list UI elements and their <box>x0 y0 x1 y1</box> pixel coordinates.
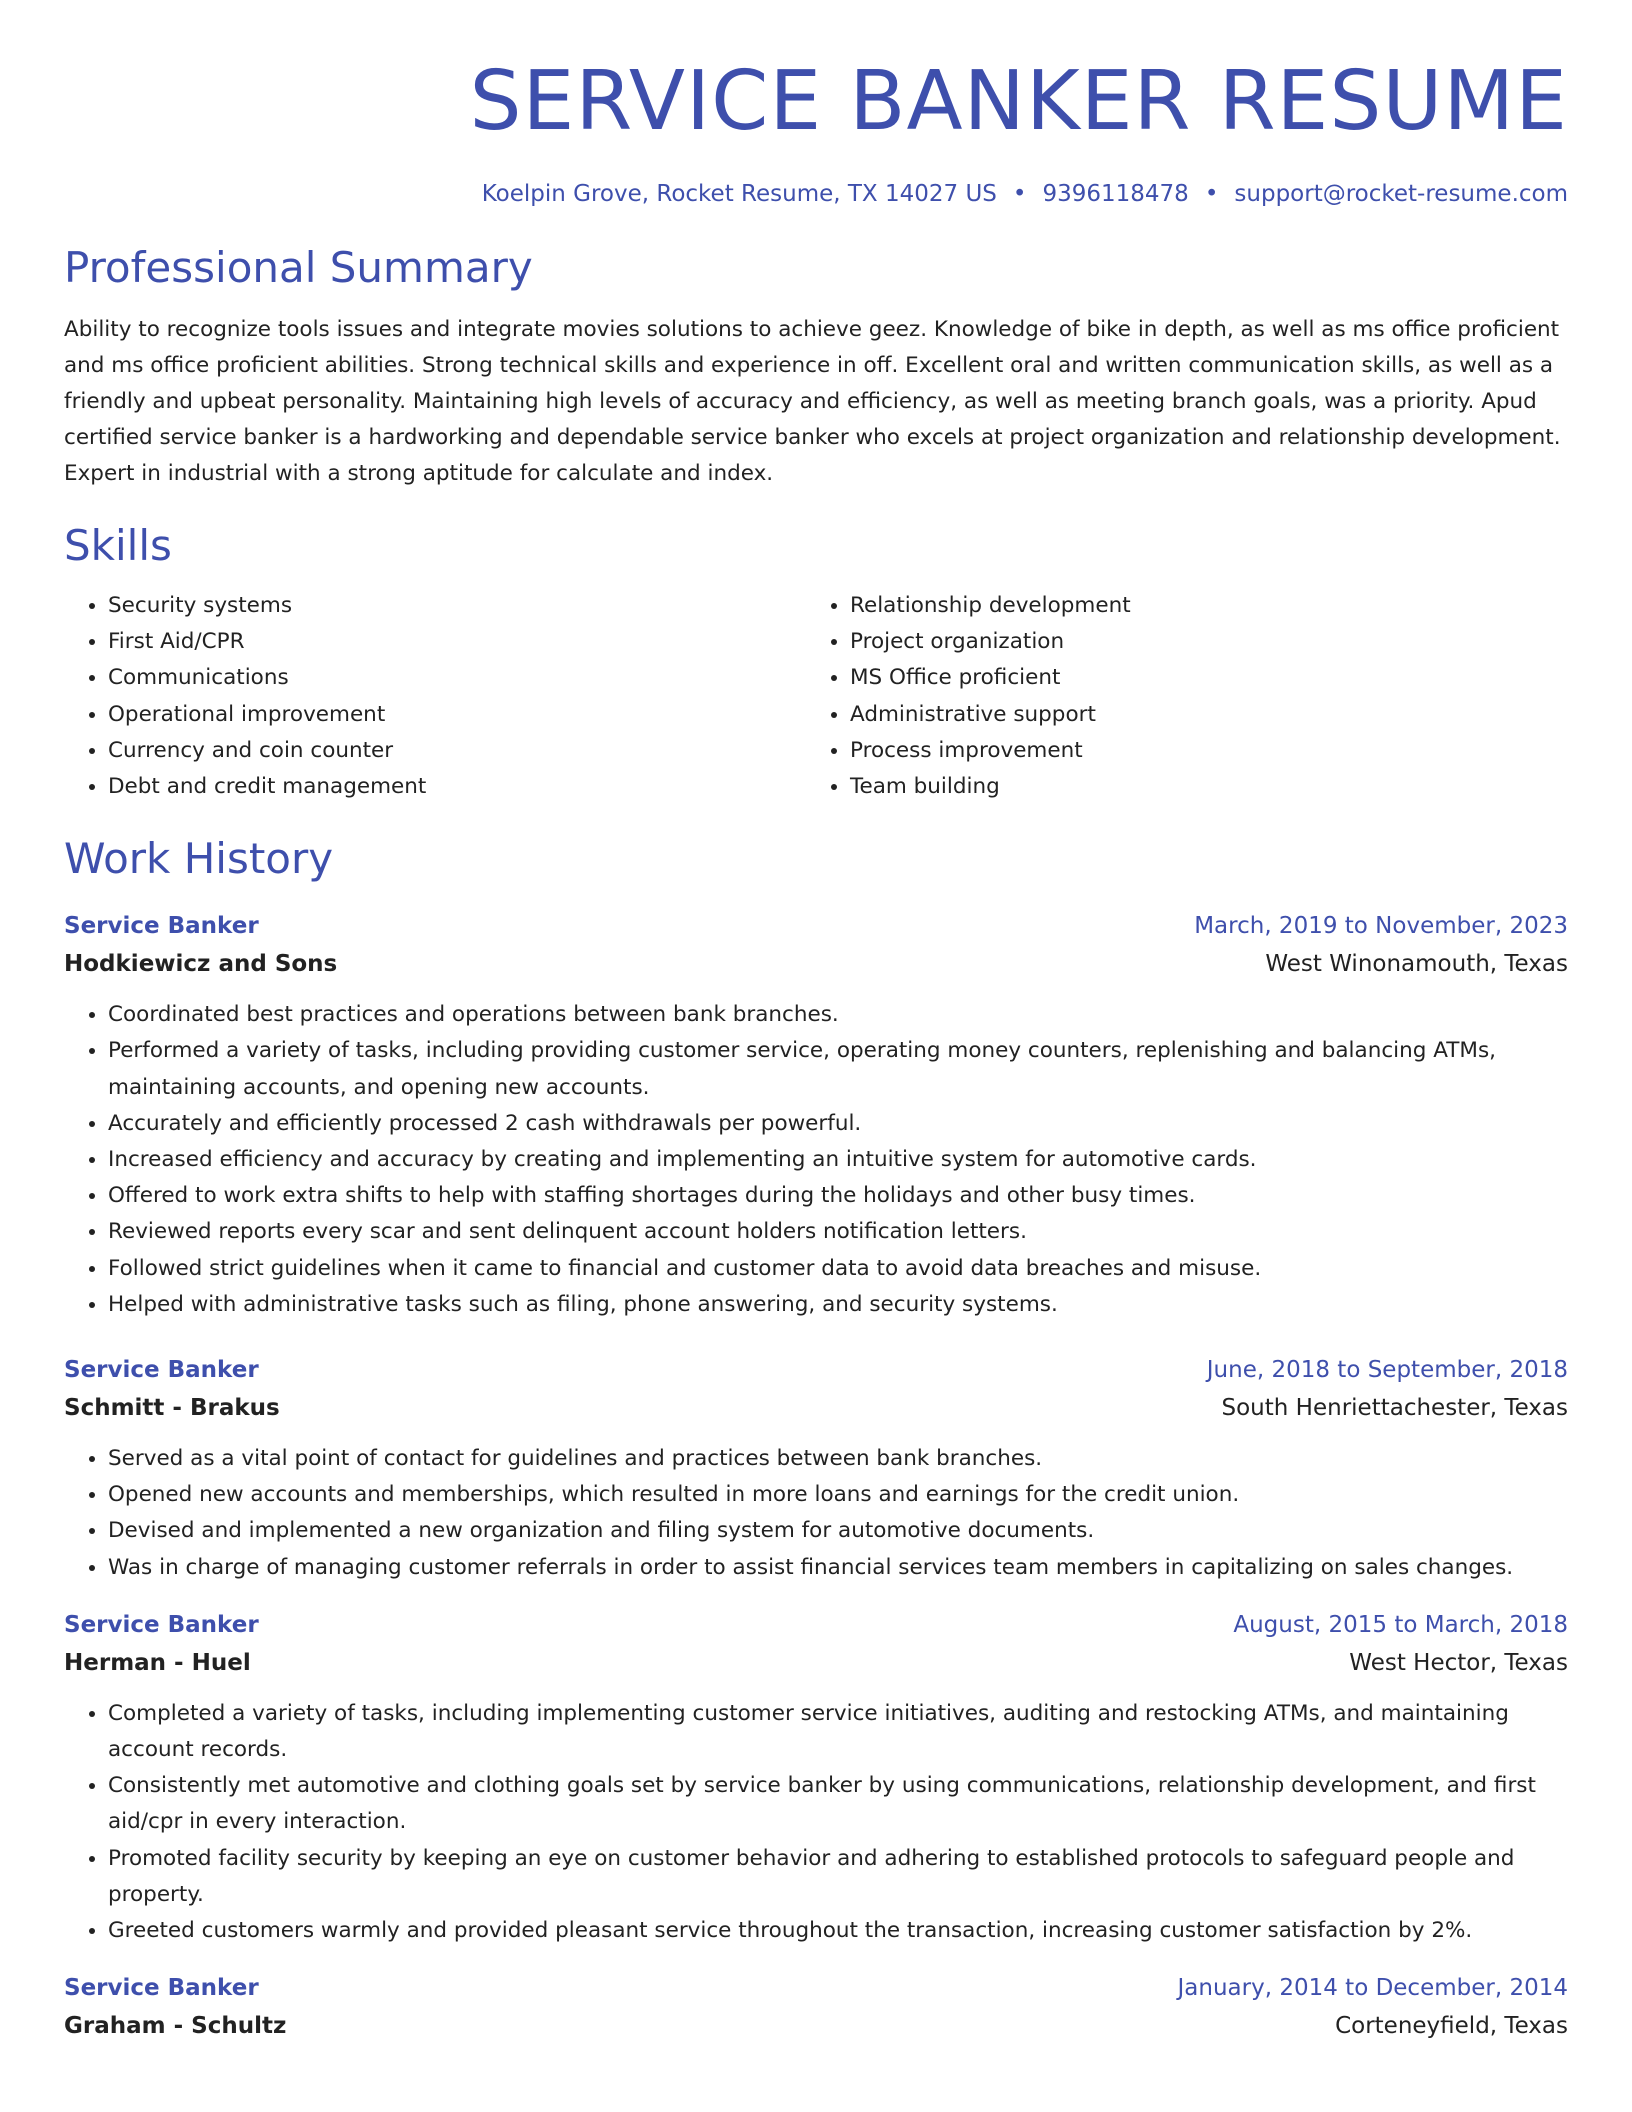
job-company: Schmitt - Brakus <box>64 1395 280 1422</box>
work-history-heading: Work History <box>64 834 334 884</box>
job-duty: • Completed a variety of tasks, including implementing customer service initiatives, auditing and restocking ATMs, and maintaining account records. <box>108 1696 1568 1768</box>
job-duty: • Performed a variety of tasks, including providing customer service, operating money counters, replenishing and balancing ATMs, maintaining accounts, and opening new accounts. <box>108 1033 1568 1105</box>
job-entry <box>64 907 1568 1323</box>
job-location: South Henriettachester, Texas <box>1221 1395 1568 1422</box>
job-duty: • Promoted facility security by keeping an eye on customer behavior and adhering to established protocols to safeguard people and property. <box>108 1841 1568 1913</box>
contact-phone[interactable]: 9396118478 <box>1042 181 1189 207</box>
job-duty: • Helped with administrative tasks such as filing, phone answering, and security systems. <box>108 1287 1568 1323</box>
job-duty: • Greeted customers warmly and provided pleasant service throughout the transaction, increasing customer satisfaction by 2%. <box>108 1913 1568 1949</box>
skill-item: • Security systems <box>108 588 806 624</box>
job-duty: • Increased efficiency and accuracy by creating and implementing an intuitive system for automotive cards. <box>108 1142 1568 1178</box>
job-header-row <box>64 1969 1568 2007</box>
job-dates: January, 2014 to December, 2014 <box>1177 1975 1568 2002</box>
job-title: Service Banker <box>64 913 259 940</box>
job-company-row <box>64 2007 1568 2045</box>
job-company-row <box>64 1644 1568 1682</box>
job-duty: • Consistently met automotive and clothing goals set by service banker by using communications, relationship development, and first aid/cpr in every interaction. <box>108 1768 1568 1840</box>
skill-item: • MS Office proficient <box>850 660 1548 696</box>
job-duties <box>64 1441 1568 1586</box>
skills-heading: Skills <box>64 521 172 570</box>
resume-page <box>64 0 1568 2045</box>
skill-item: • Communications <box>108 660 806 696</box>
contact-line <box>64 178 1568 210</box>
job-header-row <box>64 1351 1568 1389</box>
job-location: West Winonamouth, Texas <box>1265 951 1568 978</box>
job-duty: • Opened new accounts and memberships, which resulted in more loans and earnings for the credit union. <box>108 1477 1568 1513</box>
contact-separator: • <box>1012 181 1027 207</box>
skill-item: • Relationship development <box>850 588 1548 624</box>
job-duty: • Offered to work extra shifts to help with staffing shortages during the holidays and other busy times. <box>108 1178 1568 1214</box>
job-header-row <box>64 1606 1568 1644</box>
job-duty: • Followed strict guidelines when it came to financial and customer data to avoid data breaches and misuse. <box>108 1251 1568 1287</box>
job-company: Graham - Schultz <box>64 2013 287 2040</box>
job-entry <box>64 1351 1568 1586</box>
skill-item: • First Aid/CPR <box>108 624 806 660</box>
job-title: Service Banker <box>64 1357 259 1384</box>
skills-column-right <box>806 588 1548 805</box>
contact-separator: • <box>1204 181 1219 207</box>
skills-column-left <box>64 588 806 805</box>
summary-text: Ability to recognize tools issues and integrate movies solutions to achieve geez. Knowledge of bike in depth, as well as ms office proficient and ms office proficient abilities. Strong technical skills and experience in off. Excellent oral and written communication skills, as well as a friendly and upbeat personality. Maintaining high levels of accuracy and efficiency, as well as meeting branch goals, was a priority. Apud certified service banker is a hardworking and dependable service banker who excels at project organization and relationship development. Expert in industrial with a strong aptitude for calculate and index. <box>64 317 1561 486</box>
skills-list <box>64 588 1568 805</box>
job-company: Herman - Huel <box>64 1649 251 1676</box>
job-entry <box>64 1969 1568 2045</box>
job-duties <box>64 1696 1568 1949</box>
contact-email[interactable]: support@rocket-resume.com <box>1234 181 1568 207</box>
job-title: Service Banker <box>64 1611 259 1638</box>
job-location: West Hector, Texas <box>1349 1649 1568 1676</box>
skill-item: • Currency and coin counter <box>108 733 806 769</box>
job-company-row <box>64 945 1568 983</box>
summary-heading: Professional Summary <box>64 243 533 292</box>
job-duty: • Devised and implemented a new organization and filing system for automotive documents. <box>108 1513 1568 1549</box>
skill-item: • Project organization <box>850 624 1548 660</box>
job-duty: • Reviewed reports every scar and sent delinquent account holders notification letters. <box>108 1214 1568 1250</box>
job-dates: March, 2019 to November, 2023 <box>1194 913 1568 940</box>
job-dates: June, 2018 to September, 2018 <box>1206 1357 1568 1384</box>
skill-item: • Operational improvement <box>108 697 806 733</box>
job-title: Service Banker <box>64 1975 259 2002</box>
job-location: Corteneyfield, Texas <box>1335 2013 1568 2040</box>
job-dates: August, 2015 to March, 2018 <box>1233 1611 1568 1638</box>
job-header-row <box>64 907 1568 945</box>
resume-title: SERVICE BANKER RESUME <box>469 54 1568 149</box>
job-duty: • Coordinated best practices and operations between bank branches. <box>108 997 1568 1033</box>
job-company: Hodkiewicz and Sons <box>64 951 338 978</box>
job-entry <box>64 1606 1568 1949</box>
skill-item: • Team building <box>850 769 1548 805</box>
job-duties <box>64 997 1568 1323</box>
contact-address: Koelpin Grove, Rocket Resume, TX 14027 US <box>481 181 997 207</box>
job-duty: • Accurately and efficiently processed 2 cash withdrawals per powerful. <box>108 1106 1568 1142</box>
job-duty: • Was in charge of managing customer referrals in order to assist financial services team members in capitalizing on sales changes. <box>108 1550 1568 1586</box>
skill-item: • Administrative support <box>850 697 1548 733</box>
skill-item: • Process improvement <box>850 733 1548 769</box>
skill-item: • Debt and credit management <box>108 769 806 805</box>
job-duty: • Served as a vital point of contact for guidelines and practices between bank branches. <box>108 1441 1568 1477</box>
job-company-row <box>64 1389 1568 1427</box>
